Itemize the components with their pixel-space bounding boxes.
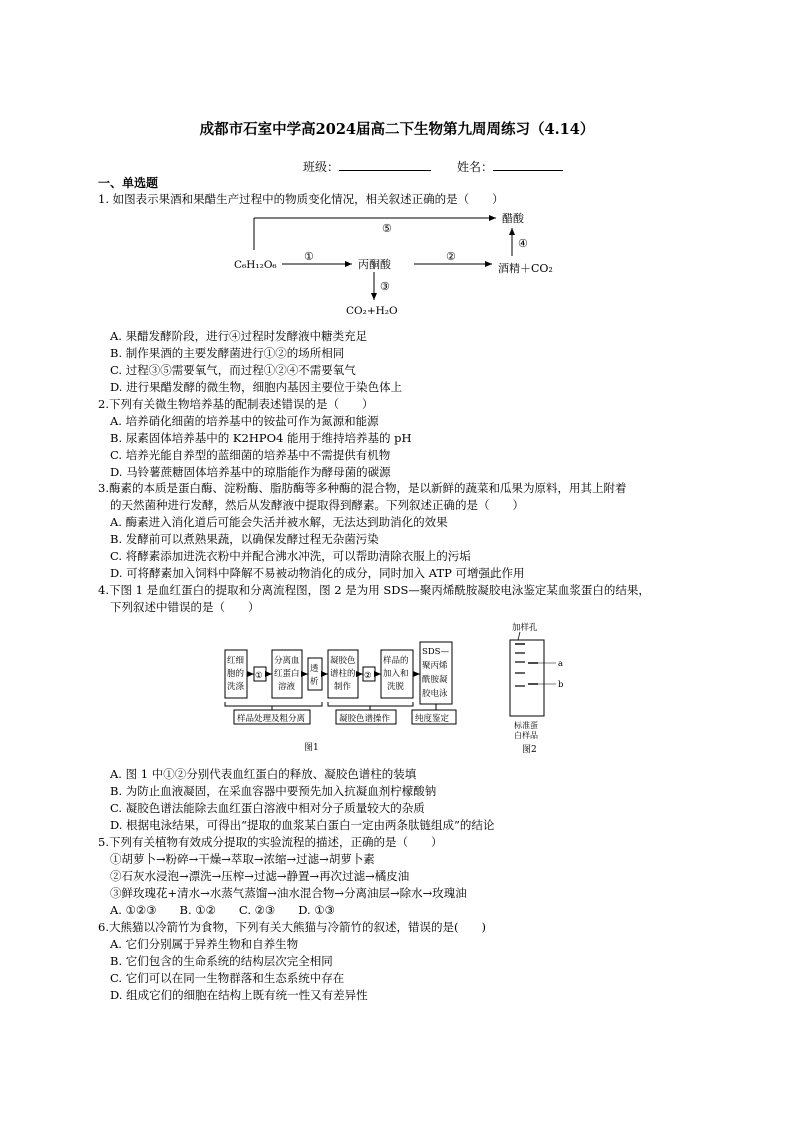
fig2-gel	[510, 640, 544, 716]
fig1-label-purity: 纯度鉴定	[415, 714, 450, 724]
fig1-box-sample-l1: 样品的	[383, 656, 409, 666]
fig2-caption: 图2	[522, 745, 537, 755]
fig1-box-wash-l3: 洗涤	[227, 682, 245, 692]
page-title: 成都市石室中学高2024届高二下生物第九周周练习（4.14）	[199, 121, 595, 138]
q1-option-d: D. 进行果醋发酵的微生物，细胞内基因主要位于染色体上	[110, 380, 403, 394]
alcohol-label: 酒精＋CO₂	[498, 262, 553, 275]
q2-stem: 2.下列有关微生物培养基的配制表述错误的是（ ）	[98, 397, 374, 411]
pyruvate-label: 丙酮酸	[358, 258, 391, 271]
q3-stem-line2: 的天然菌种进行发酵，然后从发酵液中提取得到酵素。下列叙述正确的是（ ）	[110, 498, 524, 512]
class-blank[interactable]	[339, 160, 431, 171]
fig1-box-wash-l2: 胞的	[227, 669, 245, 679]
fig1-box-dialysis-l2: 析	[310, 677, 319, 687]
fig1-box-separate-l1: 分离血	[274, 656, 300, 666]
q5-stem: 5.下列有关植物有效成分提取的实验流程的描述，正确的是（ ）	[98, 835, 443, 849]
section-heading: 一、单选题	[98, 176, 159, 190]
q1-diagram	[230, 210, 570, 322]
acetic-label: 醋酸	[502, 212, 524, 225]
q6-stem: 6.大熊猫以冷箭竹为食物，下列有关大熊猫与冷箭竹的叙述，错误的是( )	[98, 920, 486, 934]
q1-option-a: A. 果醋发酵阶段，进行④过程时发酵液中糖类充足	[110, 329, 368, 343]
q3-option-a: A. 酶素进入消化道后可能会失活并被水解，无法达到助消化的效果	[110, 515, 448, 529]
q4-stem-line1: 4.下图 1 是血红蛋白的提取和分离流程图，图 2 是为用 SDS—聚丙烯酰胺凝胶电泳鉴定某血浆蛋白的结果，	[98, 583, 650, 597]
q6-option-b: B. 它们包含的生命系统的结构层次完全相同	[110, 954, 333, 968]
q4-figure2	[498, 620, 578, 760]
q6-option-a: A. 它们分别属于异养生物和自养生物	[110, 937, 299, 951]
q5-item-1: ①胡萝卜→粉碎→干燥→萃取→浓缩→过滤→胡萝卜素	[110, 852, 375, 866]
fig1-box-sds-l2: 聚丙烯	[422, 661, 448, 671]
q3-option-d: D. 可将酵素加入饲料中降解不易被动物消化的成分，同时加入 ATP 可增强此作用	[110, 566, 525, 580]
q3-option-b: B. 发酵前可以煮熟果蔬，以确保发酵过程无杂菌污染	[110, 532, 379, 546]
step3-marker: ③	[380, 280, 390, 293]
fig1-box-sample-l3: 洗脱	[387, 682, 405, 692]
fig1-box-sds-l1: SDS—	[422, 647, 449, 657]
step5-marker: ⑤	[382, 222, 392, 235]
co2-h2o-label: CO₂+H₂O	[346, 305, 398, 317]
q5-item-2: ②石灰水浸泡→漂洗→压榨→过滤→静置→再次过滤→橘皮油	[110, 869, 410, 883]
fig1-box-separate-l2: 红蛋白	[274, 669, 300, 679]
q2-option-c: C. 培养光能自养型的蓝细菌的培养基中不需提供有机物	[110, 448, 391, 462]
fig1-box-column-l3: 制作	[334, 682, 352, 692]
q4-option-c: C. 凝胶色谱法能除去血红蛋白溶液中相对分子质量较大的杂质	[110, 801, 425, 815]
fig2-top-label: 加样孔	[512, 623, 538, 633]
q4-option-b: B. 为防止血液凝固，在采血容器中要预先加入抗凝血剂柠檬酸钠	[110, 784, 437, 798]
name-blank[interactable]	[493, 160, 563, 171]
fig1-box-sample-l2: 加入和	[383, 669, 409, 679]
fig2-bottom-l1: 标准蛋	[514, 721, 538, 730]
q5-item-3: ③鲜玫瑰花+清水→水蒸气蒸馏→油水混合物→分离油层→除水→玫瑰油	[110, 886, 467, 900]
q6-option-d: D. 组成它们的细胞在结构上既有统一性又有差异性	[110, 988, 368, 1002]
step1-marker: ①	[304, 250, 314, 263]
fig2-label-b: b	[558, 680, 564, 690]
step2-marker: ②	[446, 250, 456, 263]
class-label: 班级：	[303, 160, 340, 174]
q2-option-a: A. 培养硝化细菌的培养基中的铵盐可作为氮源和能源	[110, 414, 379, 428]
fig1-box-sds-l4: 胶电泳	[422, 689, 448, 699]
student-info	[303, 158, 563, 175]
q1-option-b: B. 制作果酒的主要发酵菌进行①②的场所相同	[110, 346, 345, 360]
q3-option-c: C. 将酵素添加进洗衣粉中并配合沸水冲洗，可以帮助清除衣服上的污垢	[110, 549, 471, 563]
fig1-box-separate-l3: 溶液	[278, 682, 296, 692]
q4-option-d: D. 根据电泳结果，可得出“提取的血浆某白蛋白一定由两条肽链组成”的结论	[110, 818, 495, 832]
fig1-box-wash-l1: 红细	[227, 656, 245, 666]
step4-marker: ④	[518, 237, 528, 250]
fig1-label-chromatography: 凝胶色谱操作	[339, 714, 391, 724]
q4-option-a: A. 图 1 中①②分别代表血红蛋白的释放、凝胶色谱柱的装填	[110, 767, 417, 781]
name-label: 姓名：	[457, 160, 494, 174]
fig1-step2-label: ②	[364, 671, 372, 681]
q2-option-b: B. 尿素固体培养基中的 K2HPO4 能用于维持培养基的 pH	[110, 431, 412, 445]
q5-choices: A. ①②③ B. ①② C. ②③ D. ①③	[110, 903, 335, 917]
q2-option-d: D. 马铃薯蔗糖固体培养基中的琼脂能作为酵母菌的碳源	[110, 465, 391, 479]
fig1-step1-label: ①	[255, 671, 263, 681]
q4-stem-line2: 下列叙述中错误的是（ ）	[110, 600, 260, 614]
q1-option-c: C. 过程③⑤需要氧气，而过程①②④不需要氧气	[110, 363, 356, 377]
fig1-box-sds-l3: 酰胺凝	[422, 675, 448, 685]
q1-stem: 1. 如图表示果酒和果醋生产过程中的物质变化情况，相关叙述正确的是（ ）	[98, 192, 504, 206]
glucose-label: C₆H₁₂O₆	[234, 259, 277, 271]
fig2-bottom-l2: 白样品	[514, 731, 538, 740]
fig1-box-dialysis-l1: 透	[310, 664, 319, 674]
q4-figure1	[222, 640, 482, 758]
fig2-label-a: a	[558, 659, 564, 669]
fig1-label-sample-prep: 样品处理及粗分离	[237, 714, 306, 724]
fig1-caption: 图1	[304, 743, 319, 753]
q3-stem-line1: 3.酶素的本质是蛋白酶、淀粉酶、脂肪酶等多种酶的混合物，是以新鲜的蔬菜和瓜果为原料，用其上附着	[98, 481, 627, 495]
fig1-box-column-l1: 凝胶色	[330, 656, 356, 666]
fig1-box-column-l2: 谱柱的	[330, 669, 356, 679]
q6-option-c: C. 它们可以在同一生物群落和生态系统中存在	[110, 971, 345, 985]
